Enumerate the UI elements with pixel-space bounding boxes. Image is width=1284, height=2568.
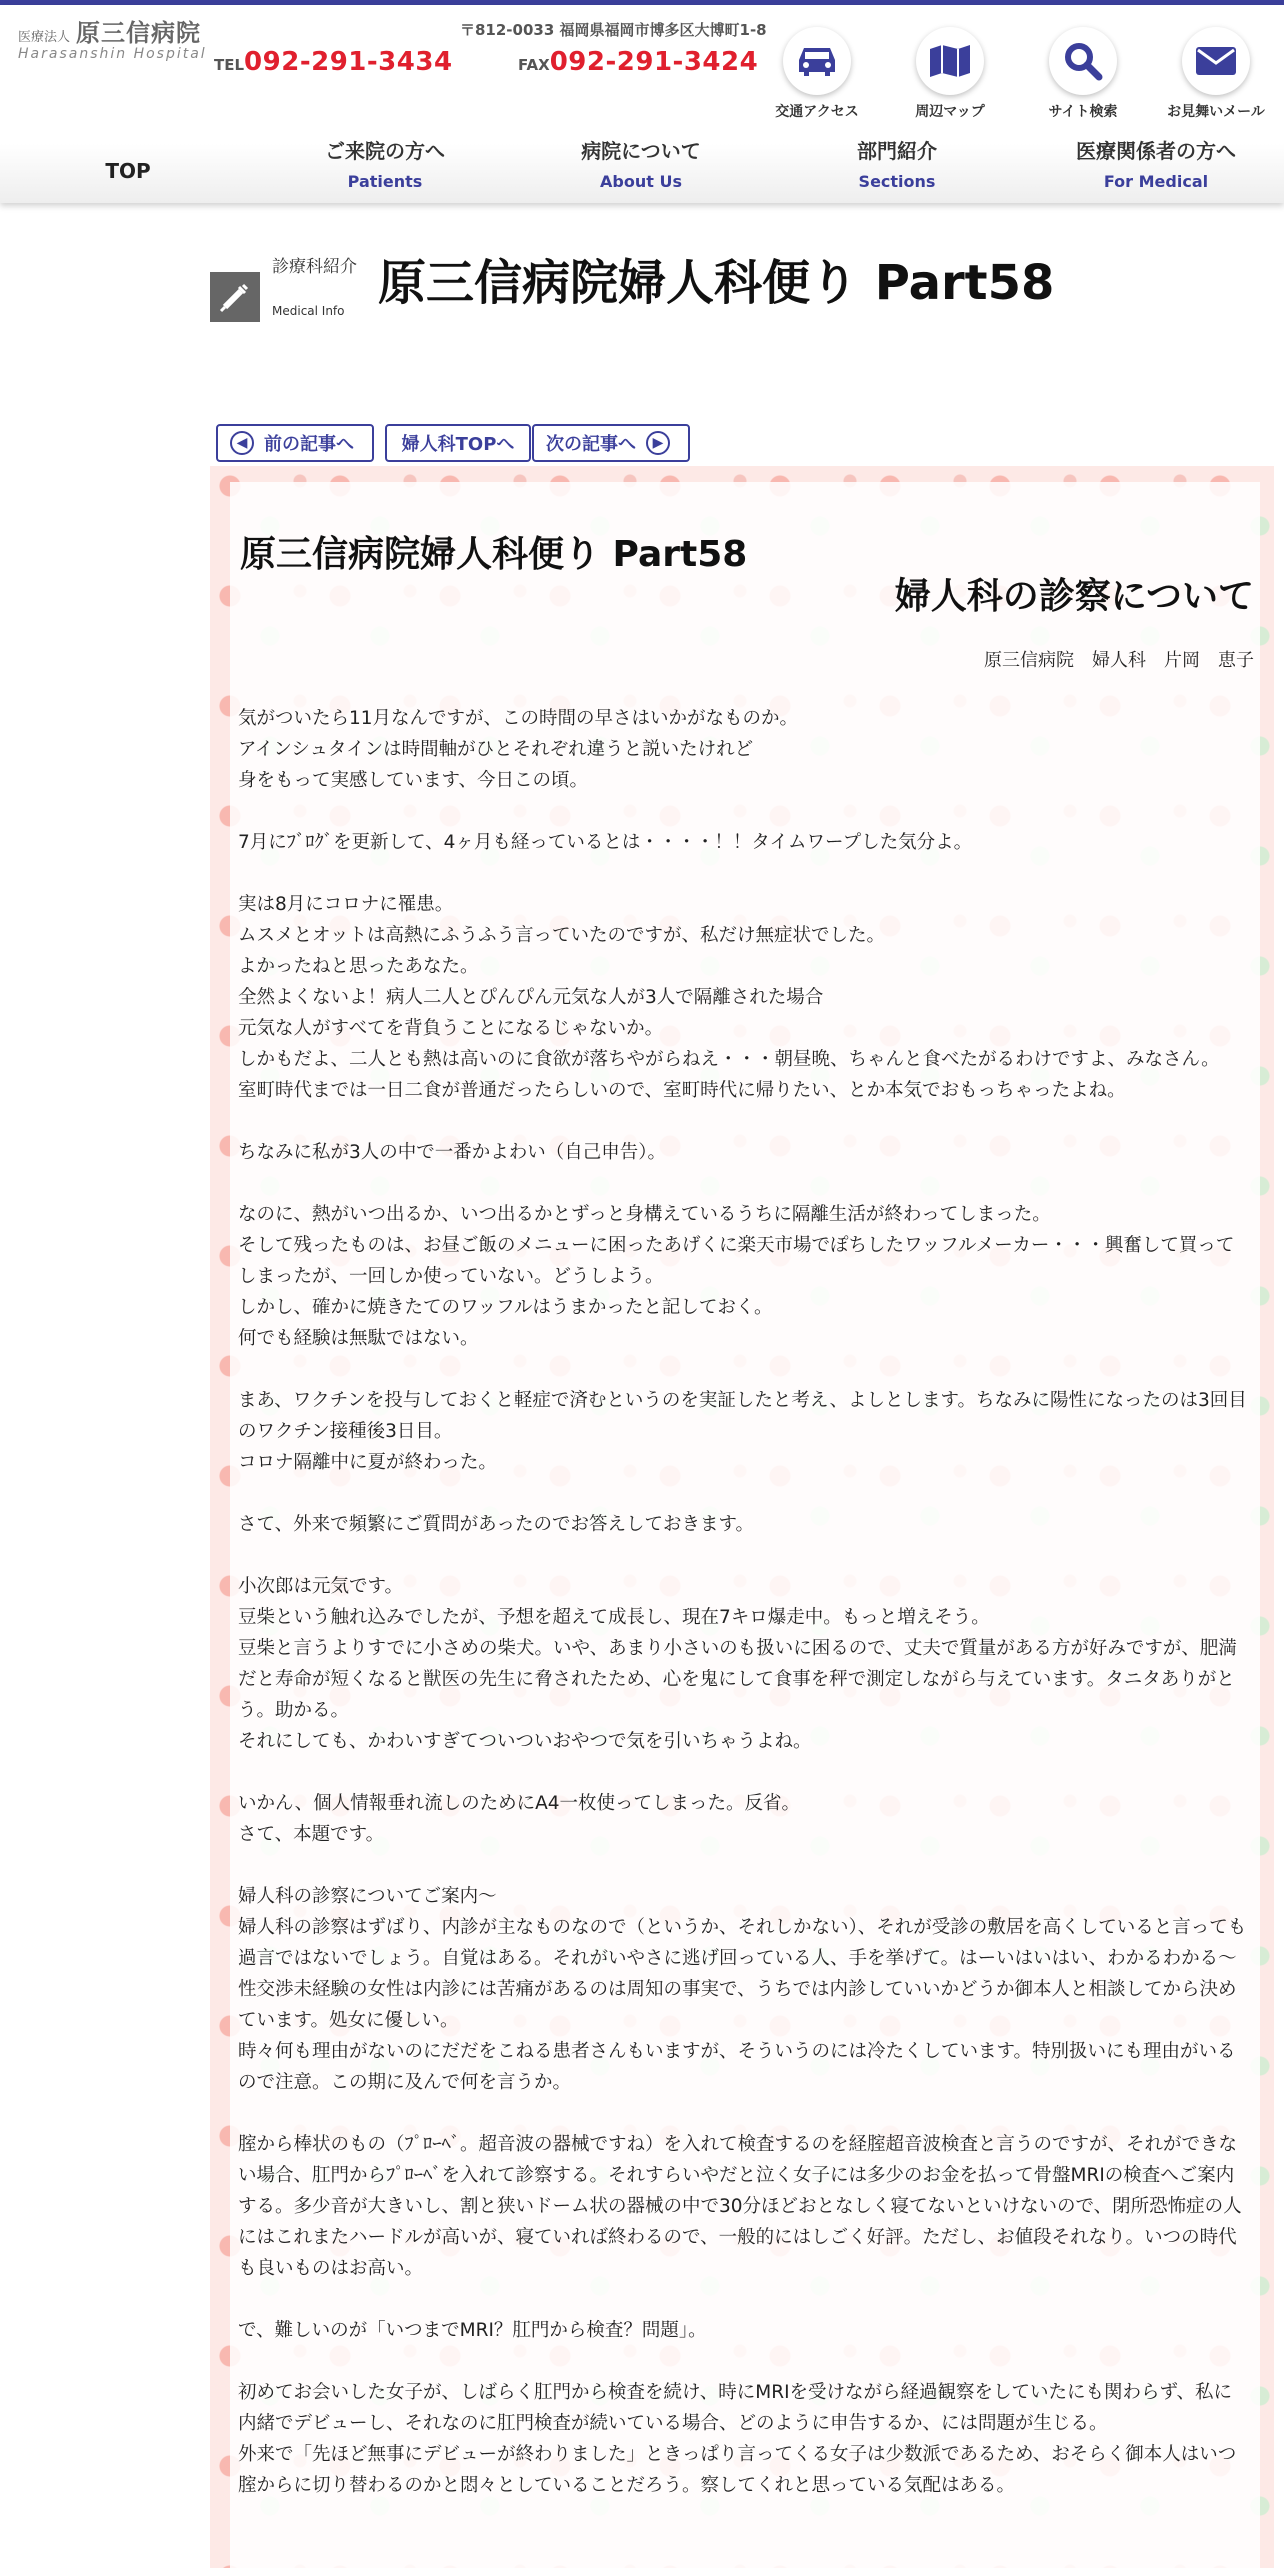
map-icon	[928, 43, 972, 79]
article-paragraph: 性交渉未経験の女性は内診には苦痛があるのは周知の事実で、うちでは内診していいかどうか御本人と相談してから決めています。処女に優しい。	[238, 1979, 1237, 2031]
tel-value[interactable]: 092-291-3434	[244, 47, 453, 77]
next-article-label: 次の記事へ	[546, 434, 636, 455]
hospital-address: 〒812-0033 福岡県福岡市博多区大博町1-8	[460, 21, 767, 39]
article-paragraph: 時々何も理由がないのにだだをこねる患者さんもいますが、そういうのには冷たくしています。特別扱いにも理由がいるので注意。この期に及んで何を言うか。	[238, 2041, 1236, 2093]
next-article-button[interactable]	[532, 424, 690, 462]
car-icon	[796, 44, 838, 78]
article-paragraph: さて、本題です。	[238, 1824, 385, 1845]
article-paragraph: しかし、確かに焼きたてのワッフルはうまかったと記しておく。	[238, 1297, 773, 1318]
article-paragraph	[238, 1168, 1250, 1199]
article-paragraph: しかもだよ、二人とも熱は高いのに食欲が落ちやがらねえ・・・朝昼晩、ちゃんと食べたがるわけですよ、みなさん。	[238, 1049, 1220, 1070]
arrow-right-icon: ▶	[646, 431, 670, 455]
section-heading	[210, 252, 1210, 342]
nav-top-label: TOP	[105, 159, 151, 183]
article-paragraph: 初めてお会いした女子が、しばらく肛門から検査を続け、時にMRIを受けながら経過観察をしていたにも関わらず、私に内緒でデビューし、それなのに肛門検査が続いている場合、どのように申告するか、には問題が生じる。	[238, 2382, 1233, 2434]
article-body	[238, 703, 1250, 2501]
map-link[interactable]	[885, 27, 1015, 121]
article-paragraph	[238, 1757, 1250, 1788]
article-paragraph: 婦人科の診察についてご案内～	[238, 1886, 497, 1907]
article-paragraph: いかん、個人情報垂れ流しのためにA4一枚使ってしまった。反省。	[238, 1793, 801, 1814]
article-paragraph: それにしても、かわいすぎてついついおやつで気を引いちゃうよね。	[238, 1731, 812, 1752]
visit-mail-label: お見舞いメール	[1167, 104, 1265, 120]
fax-number	[518, 47, 758, 77]
article-subtitle: 婦人科の診察について	[894, 576, 1254, 617]
prev-article-label: 前の記事へ	[264, 434, 354, 455]
map-label: 周辺マップ	[915, 104, 985, 120]
article-paragraph	[238, 796, 1250, 827]
article-paragraph: 何でも経験は無駄ではない。	[238, 1328, 479, 1349]
nav-about-jp: 病院について	[581, 139, 701, 163]
phone-number[interactable]	[214, 47, 453, 77]
site-search-link[interactable]	[1018, 27, 1148, 121]
nav-medical[interactable]	[1028, 125, 1284, 205]
gynecology-top-button[interactable]	[385, 424, 531, 462]
article-paragraph: 元気な人がすべてを背負うことになるじゃないか。	[238, 1018, 664, 1039]
nav-sections-jp: 部門紹介	[857, 139, 937, 163]
article-paragraph: 7月にﾌﾞﾛｸﾞを更新して、4ヶ月も経っているとは・・・・！！タイムワープした気分よ。	[238, 832, 973, 853]
article-paragraph: 実は8月にコロナに罹患。	[238, 894, 454, 915]
nav-patients-en: Patients	[347, 172, 423, 191]
article-paragraph: さて、外来で頻繁にご質問があったのでお答えしておきます。	[238, 1514, 754, 1535]
article-paragraph	[238, 1106, 1250, 1137]
global-nav	[0, 125, 1284, 205]
article-paragraph: 気がついたら11月なんですが、この時間の早さはいかがなものか。	[238, 708, 799, 729]
nav-patients[interactable]	[260, 125, 510, 205]
page-title: 原三信病院婦人科便り Part58	[378, 255, 1055, 311]
article-paragraph: 豆柴と言うよりすでに小さめの柴犬。いや、あまり小さいのも扱いに困るので、丈夫で質量がある方が好みですが、肥満だと寿命が短くなると獣医の先生に脅されたため、心を鬼にして食事を秤で測定しながら与えています。タニタありがとう。助かる。	[238, 1638, 1237, 1721]
prev-article-button[interactable]	[216, 424, 374, 462]
nav-patients-jp: ご来院の方へ	[325, 139, 445, 163]
article-paragraph: ちなみに私が3人の中で一番かよわい（自己申告）。	[238, 1142, 667, 1163]
site-search-label: サイト検索	[1048, 104, 1118, 120]
nav-about-en: About Us	[600, 172, 682, 191]
article-paragraph	[238, 1850, 1250, 1881]
tel-prefix: TEL	[214, 56, 245, 74]
article-paragraph	[238, 2284, 1250, 2315]
article-paragraph: まあ、ワクチンを投与しておくと軽症で済むというのを実証したと考え、よしとします。ちなみに陽性になったのは3回目のワクチン接種後3日目。	[238, 1390, 1247, 1442]
nav-medical-en: For Medical	[1103, 172, 1209, 191]
nav-medical-jp: 医療関係者の方へ	[1076, 139, 1236, 163]
article-paragraph: 腟から棒状のもの（ﾌﾟﾛｰﾍﾞ。超音波の器械ですね）を入れて検査するのを経腟超音波検査と言うのですが、それができない場合、肛門からﾌﾟﾛｰﾍﾞを入れて診察する。それすらいやだと泣く女子には多少のお金を払って骨盤MRIの検査へご案内する。多少音が大きいし、割と狭いドーム状の器械の中で30分ほどおとなしく寝てないといけないので、閉所恐怖症の人にはこれまたハードルが高いが、寝ていれば終わるので、一般的にはしごく好評。ただし、お値段それなり。いつの時代も良いものはお高い。	[238, 2134, 1242, 2279]
article-paragraph: で、難しいのが「いつまでMRI？肛門から検査？問題」。	[238, 2320, 707, 2341]
article-paragraph: 婦人科の診察はずばり、内診が主なものなので（というか、それしかない）、それが受診の敷居を高くしていると言っても過言ではないでしょう。自覚はある。それがいやさに逃げ回っている人、手を挙げて。はーいはいはい、わかるわかる～	[238, 1917, 1247, 1969]
nav-about[interactable]	[516, 125, 766, 205]
hospital-logo[interactable]	[18, 13, 207, 62]
section-category-jp: 診療科紹介	[272, 257, 357, 277]
article-author: 原三信病院 婦人科 片岡 恵子	[984, 650, 1254, 671]
search-icon	[1063, 41, 1103, 81]
article-paragraph: 室町時代までは一日二食が普通だったらしいので、室町時代に帰りたい、とか本気でおもっちゃったよね。	[238, 1080, 1126, 1101]
article-paragraph: ムスメとオットは高熱にふうふう言っていたのですが、私だけ無症状でした。	[238, 925, 885, 946]
article-paragraph: 外来で「先ほど無事にデビューが終わりました」ときっぱり言ってくる女子は少数派であるため、おそらく御本人はいつ腟からに切り替わるのかと悶々としていることだろう。察してくれと思っている気配はある。	[238, 2444, 1237, 2496]
article-paragraph: 豆柴という触れ込みでしたが、予想を超えて成長し、現在7キロ爆走中。もっと増えそう。	[238, 1607, 990, 1628]
article-paragraph	[238, 1540, 1250, 1571]
fax-prefix: FAX	[518, 56, 550, 74]
article-paragraph: 身をもって実感しています、今日この頃。	[238, 770, 589, 791]
article-paragraph: よかったねと思ったあなた。	[238, 956, 479, 977]
article-title: 原三信病院婦人科便り Part58	[240, 534, 748, 575]
access-label: 交通アクセス	[775, 104, 859, 120]
article-paragraph: なのに、熱がいつ出るか、いつ出るかとずっと身構えているうちに隔離生活が終わってしまった。	[238, 1204, 1051, 1225]
site-header	[0, 5, 1284, 203]
nav-sections[interactable]	[772, 125, 1022, 205]
article-paragraph: 小次郎は元気です。	[238, 1576, 404, 1597]
article-paragraph: コロナ隔離中に夏が終わった。	[238, 1452, 497, 1473]
syringe-icon	[217, 279, 253, 315]
article-paragraph	[238, 858, 1250, 889]
logo-name: 原三信病院	[76, 19, 202, 47]
visit-mail-link[interactable]	[1151, 27, 1281, 121]
article-paragraph: そして残ったものは、お昼ご飯のメニューに困ったあげくに楽天市場でぽちしたワッフルメーカー・・・興奮して買ってしまったが、一回しか使っていない。どうしよう。	[238, 1235, 1235, 1287]
fax-value: 092-291-3424	[549, 47, 759, 77]
logo-corp-label: 医療法人	[18, 30, 71, 45]
article-paragraph	[238, 1478, 1250, 1509]
article-paragraph	[238, 2346, 1250, 2377]
article-paragraph: アインシュタインは時間軸がひとそれぞれ違うと説いたけれど	[238, 739, 754, 760]
article-paragraph	[238, 2098, 1250, 2129]
article-paragraph	[238, 1354, 1250, 1385]
access-link[interactable]	[752, 27, 882, 121]
mail-icon	[1195, 46, 1237, 76]
section-icon-box	[210, 272, 260, 322]
section-category-en: Medical Info	[272, 304, 345, 318]
article-paragraph: 全然よくないよ！病人二人とぴんぴん元気な人が3人で隔離された場合	[238, 987, 824, 1008]
logo-english-name: Harasanshin Hospital	[18, 46, 207, 62]
arrow-left-icon: ◀	[230, 431, 254, 455]
nav-sections-en: Sections	[858, 172, 936, 191]
nav-top[interactable]	[48, 125, 208, 205]
gynecology-top-label: 婦人科TOPへ	[401, 434, 515, 455]
